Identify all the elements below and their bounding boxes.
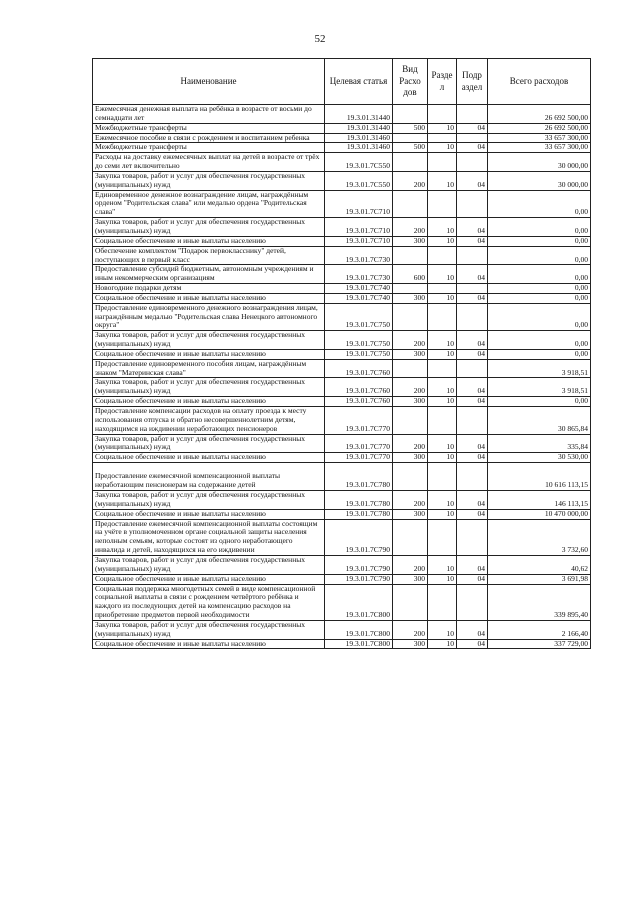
header-kind: Вид Расхо дов <box>393 59 428 105</box>
header-name: Наименование <box>93 59 325 105</box>
row-kind: 500 <box>393 143 428 153</box>
row-subsection <box>457 153 488 172</box>
table-row <box>93 378 591 397</box>
row-article: 19.3.01.7С760 <box>325 359 393 378</box>
row-subsection <box>457 463 488 491</box>
row-total: 33 657 300,00 <box>488 133 591 143</box>
row-section: 10 <box>428 434 457 453</box>
row-subsection: 04 <box>457 331 488 350</box>
row-subsection: 04 <box>457 620 488 639</box>
row-name: Ежемесячное пособие в связи с рождением и воспитанием ребенка <box>93 133 325 143</box>
row-kind: 200 <box>393 620 428 639</box>
row-kind: 200 <box>393 331 428 350</box>
row-kind: 300 <box>393 397 428 407</box>
row-name: Предоставление компенсации расходов на оплату проезда к месту использования отпуска и обратно несовершеннолетним детям, находящимся на иждивении неработающих пенсионеров <box>93 407 325 435</box>
row-name: Социальное обеспечение и иные выплаты населению <box>93 236 325 246</box>
row-kind: 300 <box>393 639 428 649</box>
row-subsection <box>457 133 488 143</box>
row-total: 3 732,60 <box>488 519 591 555</box>
row-section: 10 <box>428 218 457 237</box>
table-row <box>93 171 591 190</box>
header-subsection: Подр аздел <box>457 59 488 105</box>
row-article: 19.3.01.7С750 <box>325 331 393 350</box>
row-kind: 300 <box>393 574 428 584</box>
row-kind <box>393 463 428 491</box>
table-row <box>93 143 591 153</box>
row-name: Межбюджетные трансферты <box>93 143 325 153</box>
row-article: 19.3.01.7С730 <box>325 265 393 284</box>
row-kind <box>393 359 428 378</box>
row-subsection <box>457 359 488 378</box>
row-total: 339 895,40 <box>488 584 591 620</box>
table-row <box>93 620 591 639</box>
row-kind: 300 <box>393 509 428 519</box>
row-total: 335,84 <box>488 434 591 453</box>
row-subsection <box>457 407 488 435</box>
row-total: 30 000,00 <box>488 171 591 190</box>
row-total: 30 000,00 <box>488 153 591 172</box>
table-row <box>93 218 591 237</box>
row-section <box>428 407 457 435</box>
row-name: Закупка товаров, работ и услуг для обеспечения государственных (муниципальных) нужд <box>93 331 325 350</box>
row-name: Закупка товаров, работ и услуг для обеспечения государственных (муниципальных) нужд <box>93 378 325 397</box>
row-total: 0,00 <box>488 303 591 331</box>
row-kind <box>393 584 428 620</box>
budget-table <box>92 58 591 649</box>
row-name: Единовременное денежное вознаграждение лицам, награждённым орденом "Родительская слава" или медалью ордена "Родительская слава" <box>93 190 325 218</box>
row-subsection: 04 <box>457 236 488 246</box>
row-section: 10 <box>428 639 457 649</box>
row-name: Социальная поддержка многодетных семей в виде компенсационной социальной выплаты в связи с рождением четвёртого ребёнка и каждого из последующих детей на компенсацию расходов на приобретение предметов первой необходимости <box>93 584 325 620</box>
row-article: 19.3.01.7С550 <box>325 171 393 190</box>
row-article: 19.3.01.31440 <box>325 105 393 124</box>
row-article: 19.3.01.7С790 <box>325 574 393 584</box>
row-total: 3 918,51 <box>488 359 591 378</box>
table-row <box>93 133 591 143</box>
table-row <box>93 555 591 574</box>
row-total: 26 692 500,00 <box>488 123 591 133</box>
row-name: Новогодние подарки детям <box>93 284 325 294</box>
row-subsection: 04 <box>457 349 488 359</box>
row-total: 0,00 <box>488 293 591 303</box>
row-name: Закупка товаров, работ и услуг для обеспечения государственных (муниципальных) нужд <box>93 171 325 190</box>
row-name: Социальное обеспечение и иные выплаты населению <box>93 509 325 519</box>
row-section: 10 <box>428 491 457 510</box>
row-total: 0,00 <box>488 349 591 359</box>
row-kind: 300 <box>393 349 428 359</box>
row-kind <box>393 153 428 172</box>
row-section: 10 <box>428 620 457 639</box>
row-subsection <box>457 584 488 620</box>
row-name: Обеспечение комплектом "Подарок первокласснику" детей, поступающих в первый класс <box>93 246 325 265</box>
row-subsection <box>457 105 488 124</box>
row-section: 10 <box>428 331 457 350</box>
row-article: 19.3.01.7С550 <box>325 153 393 172</box>
table-row <box>93 190 591 218</box>
table-row <box>93 639 591 649</box>
row-subsection <box>457 303 488 331</box>
row-kind <box>393 284 428 294</box>
row-total: 337 729,00 <box>488 639 591 649</box>
row-subsection: 04 <box>457 434 488 453</box>
table-row <box>93 105 591 124</box>
row-article: 19.3.01.7С740 <box>325 284 393 294</box>
table-row <box>93 265 591 284</box>
row-article: 19.3.01.31460 <box>325 133 393 143</box>
row-article: 19.3.01.7С770 <box>325 407 393 435</box>
row-name: Предоставление ежемесячной компенсационной выплаты состоящим на учёте в уполномоченном органе социальной защиты населения неполным семьям, которые состоят из одного неработающего инвалида и детей, находящихся на его иждивении <box>93 519 325 555</box>
row-name: Предоставление единовременного пособия лицам, награждённым знаком "Материнская слава" <box>93 359 325 378</box>
table-row <box>93 236 591 246</box>
row-section: 10 <box>428 509 457 519</box>
row-subsection: 04 <box>457 509 488 519</box>
row-article: 19.3.01.7С800 <box>325 620 393 639</box>
table-row <box>93 491 591 510</box>
row-name: Закупка товаров, работ и услуг для обеспечения государственных (муниципальных) нужд <box>93 555 325 574</box>
row-subsection: 04 <box>457 293 488 303</box>
row-subsection <box>457 246 488 265</box>
row-section <box>428 519 457 555</box>
row-name: Предоставление единовременного денежного вознаграждения лицам, награждённым медалью "Родительская слава Ненецкого автономного округа" <box>93 303 325 331</box>
row-kind: 200 <box>393 171 428 190</box>
row-article: 19.3.01.31460 <box>325 143 393 153</box>
page-number: 52 <box>314 33 326 45</box>
row-total: 2 166,40 <box>488 620 591 639</box>
row-section: 10 <box>428 123 457 133</box>
row-name: Межбюджетные трансферты <box>93 123 325 133</box>
row-subsection: 04 <box>457 143 488 153</box>
row-kind: 200 <box>393 555 428 574</box>
table-body <box>93 105 591 649</box>
row-subsection: 04 <box>457 491 488 510</box>
row-subsection: 04 <box>457 453 488 463</box>
row-article: 19.3.01.7С770 <box>325 453 393 463</box>
row-subsection: 04 <box>457 574 488 584</box>
row-section: 10 <box>428 143 457 153</box>
row-section: 10 <box>428 378 457 397</box>
row-name: Расходы на доставку ежемесячных выплат на детей в возрасте от трёх до семи лет включительно <box>93 153 325 172</box>
table-row <box>93 463 591 491</box>
row-section: 10 <box>428 265 457 284</box>
row-subsection: 04 <box>457 639 488 649</box>
row-section <box>428 584 457 620</box>
row-total: 0,00 <box>488 284 591 294</box>
table-row <box>93 293 591 303</box>
row-article: 19.3.01.7С740 <box>325 293 393 303</box>
table-row <box>93 331 591 350</box>
row-section <box>428 105 457 124</box>
table-row <box>93 153 591 172</box>
row-total: 0,00 <box>488 397 591 407</box>
row-section: 10 <box>428 349 457 359</box>
table-row <box>93 519 591 555</box>
row-kind <box>393 303 428 331</box>
row-subsection: 04 <box>457 265 488 284</box>
row-name: Социальное обеспечение и иные выплаты населению <box>93 639 325 649</box>
row-total: 0,00 <box>488 246 591 265</box>
row-article: 19.3.01.7С710 <box>325 236 393 246</box>
row-article: 19.3.01.7С750 <box>325 349 393 359</box>
row-section: 10 <box>428 574 457 584</box>
table-row <box>93 123 591 133</box>
header-total: Всего расходов <box>488 59 591 105</box>
row-name: Закупка товаров, работ и услуг для обеспечения государственных (муниципальных) нужд <box>93 434 325 453</box>
table-header-row <box>93 59 591 105</box>
row-article: 19.3.01.7С790 <box>325 555 393 574</box>
table-row <box>93 397 591 407</box>
row-total: 0,00 <box>488 265 591 284</box>
row-subsection: 04 <box>457 397 488 407</box>
row-total: 10 616 113,15 <box>488 463 591 491</box>
row-kind <box>393 407 428 435</box>
row-kind: 300 <box>393 453 428 463</box>
row-article: 19.3.01.7С770 <box>325 434 393 453</box>
row-section <box>428 133 457 143</box>
row-section: 10 <box>428 293 457 303</box>
row-subsection <box>457 519 488 555</box>
table-row <box>93 574 591 584</box>
row-subsection: 04 <box>457 378 488 397</box>
row-section: 10 <box>428 453 457 463</box>
row-name: Социальное обеспечение и иные выплаты населению <box>93 574 325 584</box>
row-total: 26 692 500,00 <box>488 105 591 124</box>
table-row <box>93 509 591 519</box>
row-section <box>428 190 457 218</box>
row-kind: 200 <box>393 434 428 453</box>
row-total: 0,00 <box>488 236 591 246</box>
row-section <box>428 284 457 294</box>
row-kind <box>393 105 428 124</box>
row-article: 19.3.01.7С760 <box>325 397 393 407</box>
row-name: Социальное обеспечение и иные выплаты населению <box>93 293 325 303</box>
row-total: 0,00 <box>488 218 591 237</box>
row-name: Ежемесячная денежная выплата на ребёнка в возрасте от восьми до семнадцати лет <box>93 105 325 124</box>
table-row <box>93 434 591 453</box>
row-kind: 600 <box>393 265 428 284</box>
row-subsection: 04 <box>457 171 488 190</box>
row-article: 19.3.01.7С760 <box>325 378 393 397</box>
row-article: 19.3.01.7С780 <box>325 463 393 491</box>
row-section <box>428 153 457 172</box>
row-article: 19.3.01.7С730 <box>325 246 393 265</box>
row-total: 33 657 300,00 <box>488 143 591 153</box>
row-section <box>428 303 457 331</box>
row-total: 10 470 000,00 <box>488 509 591 519</box>
row-subsection: 04 <box>457 123 488 133</box>
row-article: 19.3.01.31440 <box>325 123 393 133</box>
header-article: Целевая статья <box>325 59 393 105</box>
row-total: 3 918,51 <box>488 378 591 397</box>
table-row <box>93 584 591 620</box>
row-kind <box>393 519 428 555</box>
row-section <box>428 463 457 491</box>
row-name: Закупка товаров, работ и услуг для обеспечения государственных (муниципальных) нужд <box>93 491 325 510</box>
row-name: Закупка товаров, работ и услуг для обеспечения государственных (муниципальных) нужд <box>93 218 325 237</box>
row-kind: 300 <box>393 293 428 303</box>
row-kind <box>393 133 428 143</box>
table-row <box>93 303 591 331</box>
header-section: Разде л <box>428 59 457 105</box>
row-section: 10 <box>428 555 457 574</box>
row-total: 30 530,00 <box>488 453 591 463</box>
row-name: Предоставление субсидий бюджетным, автономным учреждениям и иным некоммерческим организациям <box>93 265 325 284</box>
row-subsection: 04 <box>457 218 488 237</box>
row-article: 19.3.01.7С710 <box>325 218 393 237</box>
row-article: 19.3.01.7С780 <box>325 491 393 510</box>
row-kind: 200 <box>393 378 428 397</box>
row-kind: 300 <box>393 236 428 246</box>
row-subsection: 04 <box>457 555 488 574</box>
row-total: 146 113,15 <box>488 491 591 510</box>
row-article: 19.3.01.7С800 <box>325 584 393 620</box>
row-kind: 500 <box>393 123 428 133</box>
row-article: 19.3.01.7С790 <box>325 519 393 555</box>
row-name: Предоставление ежемесячной компенсационной выплаты неработающим пенсионерам на содержание детей <box>93 463 325 491</box>
row-name: Социальное обеспечение и иные выплаты населению <box>93 397 325 407</box>
row-subsection <box>457 284 488 294</box>
row-section: 10 <box>428 236 457 246</box>
row-name: Социальное обеспечение и иные выплаты населению <box>93 453 325 463</box>
row-article: 19.3.01.7С750 <box>325 303 393 331</box>
row-section <box>428 246 457 265</box>
row-section: 10 <box>428 397 457 407</box>
table-row <box>93 349 591 359</box>
row-article: 19.3.01.7С780 <box>325 509 393 519</box>
row-total: 0,00 <box>488 331 591 350</box>
row-section <box>428 359 457 378</box>
row-name: Закупка товаров, работ и услуг для обеспечения государственных (муниципальных) нужд <box>93 620 325 639</box>
table-row <box>93 359 591 378</box>
row-total: 3 691,98 <box>488 574 591 584</box>
row-kind: 200 <box>393 491 428 510</box>
row-kind: 200 <box>393 218 428 237</box>
row-total: 40,62 <box>488 555 591 574</box>
table-row <box>93 284 591 294</box>
row-subsection <box>457 190 488 218</box>
row-section: 10 <box>428 171 457 190</box>
row-article: 19.3.01.7С710 <box>325 190 393 218</box>
row-total: 0,00 <box>488 190 591 218</box>
table-row <box>93 407 591 435</box>
table-row <box>93 246 591 265</box>
table-row <box>93 453 591 463</box>
row-article: 19.3.01.7С800 <box>325 639 393 649</box>
row-kind <box>393 246 428 265</box>
row-name: Социальное обеспечение и иные выплаты населению <box>93 349 325 359</box>
row-kind <box>393 190 428 218</box>
row-total: 30 865,84 <box>488 407 591 435</box>
